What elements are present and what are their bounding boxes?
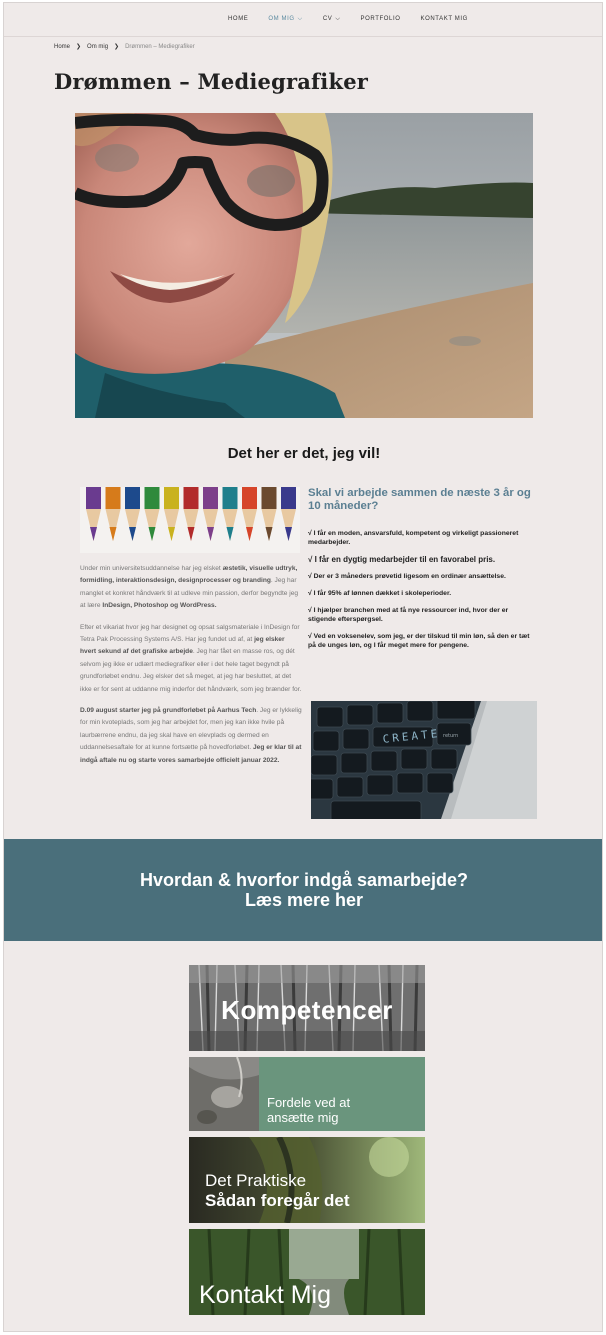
intro-paragraph-3 [80, 705, 302, 767]
collaboration-heading: Skal vi arbejde sammen de næste 3 år og 10 måneder? [308, 487, 531, 512]
breadcrumb [54, 43, 195, 50]
benefit-item: √ Ved en voksenelev, som jeg, er der tilskud til min løn, så den er tæt på de unges løn, og I får meget mere for pengene. [308, 633, 530, 649]
intro-paragraph-2 [80, 622, 302, 696]
section-headline: Det her er det, jeg vil! [227, 445, 381, 462]
nav-menu [228, 14, 488, 24]
pencil-shape [145, 487, 160, 541]
nav-item-label: OM MIG [268, 16, 295, 22]
card-kompetencer[interactable] [189, 965, 425, 1051]
card-fordele-line-1: Fordele ved at [267, 1095, 351, 1110]
benefit-item: √ I får en moden, ansvarsfuld, kompetent og virkeligt passioneret medarbejder. [308, 530, 519, 546]
pencil-shape [164, 487, 179, 541]
pencil-shape [125, 487, 140, 541]
hero-selfie-photo [75, 113, 533, 418]
nav-item-cv[interactable] [323, 14, 341, 24]
card-fordele-line-2: ansætte mig [267, 1110, 339, 1125]
nav-item-kontakt-mig[interactable] [421, 14, 468, 24]
chevron-down-icon: ⌵ [297, 15, 303, 22]
nav-item-home[interactable] [228, 14, 248, 24]
breadcrumb-current: Drømmen – Mediegrafiker [125, 43, 195, 50]
pencil-shape [184, 487, 199, 541]
collaboration-banner-link[interactable] [4, 839, 603, 941]
text-span: . Jeg har manglet et konkret håndværk til at udleve min passion, derfor begyndte jeg at lære [80, 577, 299, 610]
chevron-down-icon: ⌵ [335, 15, 341, 22]
nav-item-label: KONTAKT MIG [420, 16, 468, 22]
bold-text: æstetik, visuelle udtryk, formidling, interaktionsdesign, designprocesser og branding [80, 565, 298, 585]
card-det-praktiske-line-1: Det Praktiske [205, 1171, 307, 1190]
card-det-praktiske-line-2: Sådan foregår det [205, 1191, 350, 1210]
text-span: Efter et vikariat hvor jeg har designet og opsat salgsmateriale i InDesign for Tetra Pak Processing Systems A/S. Har jeg fundet ud af, at [80, 623, 300, 644]
text-span: Under min universitetsuddannelse har jeg elsket [80, 565, 223, 572]
colored-pencils-image [80, 487, 300, 553]
bold-text: D.09 august starter jeg på grundforløbet på Aarhus Tech [80, 707, 257, 715]
pencil-shape [223, 487, 238, 541]
text-span: . Jeg er lykkelig for min kvoteplads, som jeg har arbejdet for, men jeg kan ikke hvile på laurbærrene endnu, da jeg skal have en elevplads og dermed en uddannelsesaftale for at kunne fortsætte på hovedforløbet. [80, 707, 302, 752]
pencil-shape [86, 487, 101, 541]
pencil-shape [203, 487, 218, 541]
pencil-shape [281, 487, 296, 541]
card-fordele-label [267, 1095, 350, 1125]
intro-text [80, 563, 302, 776]
create-keyboard-image [311, 701, 537, 819]
card-kontakt-mig-label: Kontakt Mig [199, 1281, 332, 1309]
banner-line-1: Hvordan & hvorfor indgå samarbejde? [139, 870, 469, 890]
breadcrumb-parent-link[interactable]: Om mig [87, 43, 109, 50]
chevron-right-icon: ❯ [76, 44, 82, 50]
intro-paragraph-1 [80, 563, 302, 613]
card-kompetencer-label: Kompetencer [221, 995, 393, 1025]
chevron-right-icon: ❯ [114, 44, 120, 50]
benefit-item: √ I får 95% af lønnen dækket i skoleperioder. [308, 590, 452, 597]
text-span: . Jeg har fået en masse ros, og dét selvom jeg ikke er udlært mediegrafiker eller i det hele taget begyndt på grundforløbet endnu. Jeg elsker det så meget, at jeg har besluttet, at det ikke er for sent at uddanne mig inderfor det håndværk, som jeg brænder for. [80, 648, 302, 693]
nav-item-label: HOME [228, 16, 249, 22]
card-det-praktiske-label [205, 1171, 350, 1211]
top-navigation [4, 3, 603, 37]
bold-text: InDesign, Photoshop og WordPress. [102, 602, 217, 610]
nav-item-om-mig[interactable] [268, 14, 302, 24]
breadcrumb-home-link[interactable]: Home [54, 43, 71, 50]
card-fordele[interactable] [189, 1057, 425, 1131]
keyboard-create-word: CREATE [382, 726, 441, 746]
banner-line-2: Læs mere her [244, 890, 364, 910]
card-kontakt-mig[interactable] [189, 1229, 425, 1315]
page-title: Drømmen – Mediegrafiker [54, 69, 369, 94]
banner-text [140, 870, 468, 910]
bold-text: jeg elsker hvert sekund af det grafiske arbejde [80, 636, 285, 656]
benefit-item: √ I får en dygtig medarbejder til en favorabel pris. [308, 555, 496, 564]
nav-item-portfolio[interactable] [361, 14, 401, 24]
nav-item-label: CV [322, 16, 333, 22]
pencil-shape [262, 487, 277, 541]
benefit-item: √ Der er 3 måneders prøvetid ligesom en ordinær ansættelse. [308, 573, 506, 580]
benefit-item: √ I hjælper branchen med at få nye ressourcer ind, hvor der er stigende efterspørgsel. [308, 607, 509, 623]
bold-text: Jeg er klar til at indgå aftale nu og starte vores samarbejde officielt januar 2022. [80, 744, 302, 764]
pencil-shape [106, 487, 121, 541]
benefits-list [308, 529, 536, 658]
pencil-shape [242, 487, 257, 541]
nav-item-label: PORTFOLIO [360, 16, 401, 22]
page-frame [3, 2, 603, 1332]
card-det-praktiske[interactable] [189, 1137, 425, 1223]
keyboard-return-key: return [443, 733, 459, 739]
